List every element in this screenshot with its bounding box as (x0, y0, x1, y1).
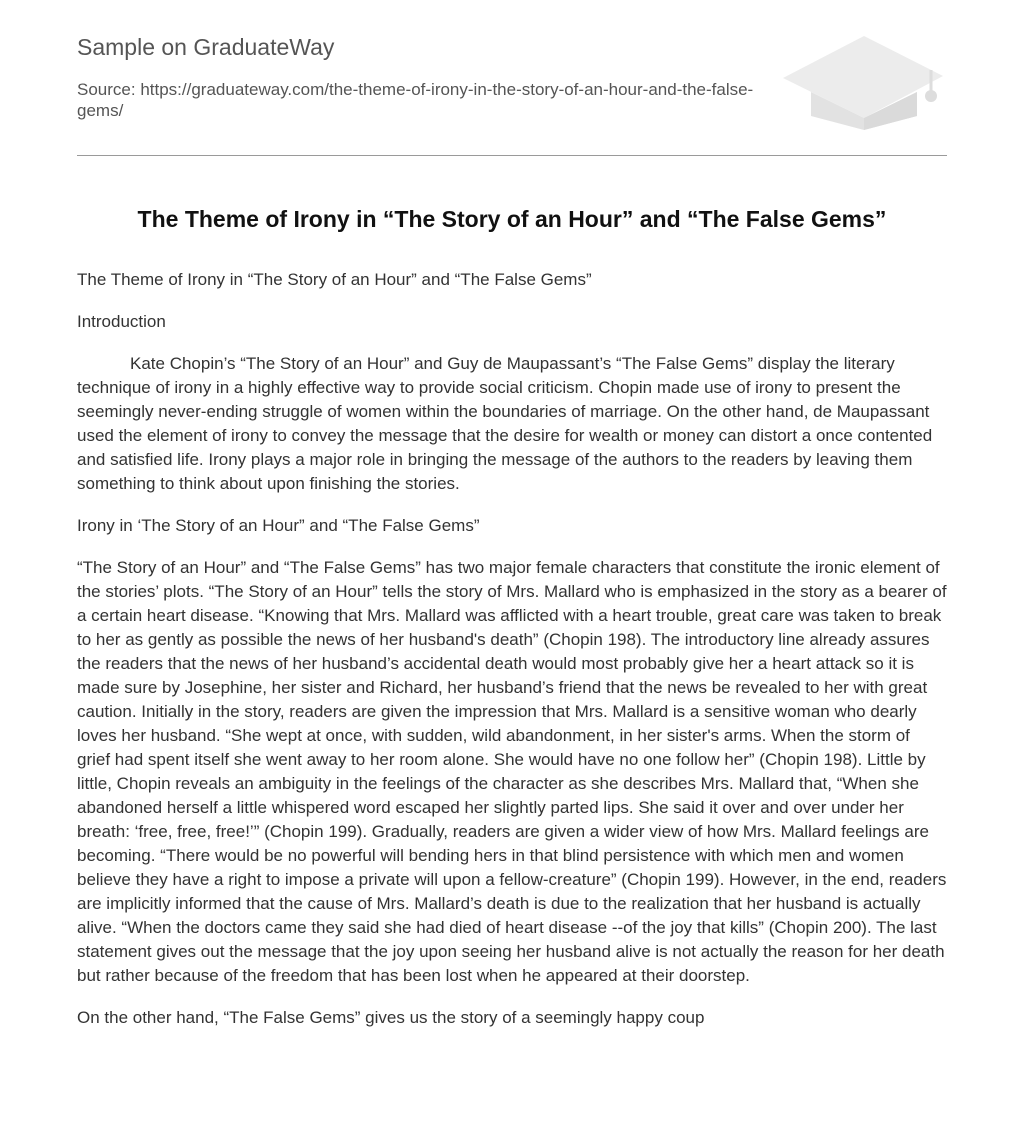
source-link[interactable]: https://graduateway.com/the-theme-of-irony-in-the-story-of-an-hour-and-the-false-gems/ (77, 80, 754, 120)
document-page (77, 0, 947, 1027)
article-title: The Theme of Irony in “The Story of an Hour” and “The False Gems” (137, 206, 887, 232)
body-paragraph: On the other hand, “The False Gems” gives us the story of a seemingly happy coup (77, 1008, 705, 1027)
body-paragraph: “The Story of an Hour” and “The False Gems” has two major female characters that constitute the ironic element of the stories’ plots. “The Story of an Hour” tells the story of Mrs. Mallard who is emphasized in the story as a bearer of a certain heart disease. “Knowing that Mrs. Mallard was afflicted with a heart trouble, great care was taken to break to her as gently as possible the news of her husband's death” (Chopin 198). The introductory line already assures the readers that the news of her husband’s accidental death would most probably give her a heart attack so it is made sure by Josephine, her sister and Richard, her husband’s friend that the news be revealed to her with great caution. Initially in the story, readers are given the impression that Mrs. Mallard is a sensitive woman who dearly loves her husband. “She wept at once, with sudden, wild abandonment, in her sister's arms. When the storm of grief had spent itself she went away to her room alone. She would have no one follow her” (Chopin 198). Little by little, Chopin reveals an ambiguity in the feelings of the character as she describes Mrs. Mallard that, “When she abandoned herself a little whispered word escaped her slightly parted lips. She said it over and over under her breath: ‘free, free, free!’” (Chopin 199). Gradually, readers are given a wider view of how Mrs. Mallard feelings are becoming. “There would be no powerful will bending hers in that blind persistence with which men and women believe they have a right to impose a private will upon a fellow-creature” (Chopin 199). However, in the end, readers are implicitly informed that the cause of Mrs. Mallard’s death is due to the realization that her husband is actually alive. “When the doctors came they said she had died of heart disease --of the joy that kills” (Chopin 200). The last statement gives out the message that the joy upon seeing her husband alive is not actually the reason for her death but rather because of the freedom that has been lost when he appeared at their doorstep. (77, 558, 947, 985)
body-paragraph-subtitle: The Theme of Irony in “The Story of an Hour” and “The False Gems” (77, 270, 592, 289)
section-heading-irony: Irony in ‘The Story of an Hour” and “The False Gems” (77, 516, 480, 535)
section-heading-introduction: Introduction (77, 312, 166, 331)
site-title: Sample on GraduateWay (77, 34, 335, 60)
page-header (77, 0, 947, 156)
body-paragraph: Kate Chopin’s “The Story of an Hour” and Guy de Maupassant’s “The False Gems” display the literary technique of irony in a highly effective way to provide social criticism. Chopin made use of irony to present the seemingly never-ending struggle of women within the boundaries of marriage. On the other hand, de Maupassant used the element of irony to convey the message that the desire for wealth or money can distort a once contented and satisfied life. Irony plays a major role in bringing the message of the authors to the readers by leaving them something to think about upon finishing the stories. (77, 354, 933, 493)
graduation-cap-icon (781, 30, 947, 132)
source-line (77, 79, 767, 121)
article-body (77, 268, 947, 1048)
source-label: Source: (77, 80, 136, 99)
